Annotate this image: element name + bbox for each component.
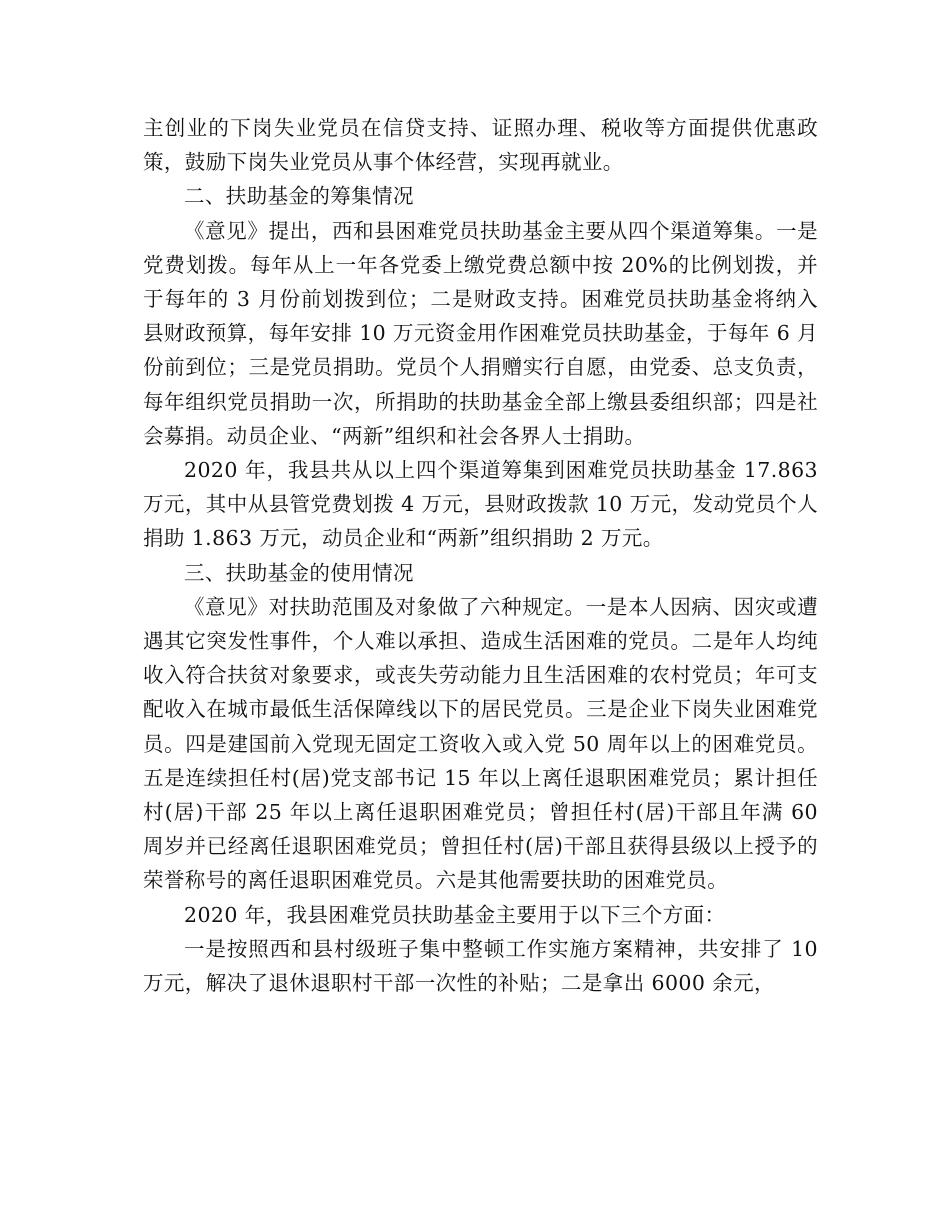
paragraph-assistance-scope: 《意见》对扶助范围及对象做了六种规定。一是本人因病、因灾或遭遇其它突发性事件，个人难以承担、造成生活困难的党员。二是年人均纯收入符合扶贫对象要求，或丧失劳动能力且生活困难的农村党员；年可支配收入在城市最低生活保障线以下的居民党员。三是企业下岗失业困难党员。四是建国前入党现无固定工资收入或入党 50 周年以上的困难党员。五是连续担任村(居)党支部书记 15 年以上离任退职困难党员；累计担任村(居)干部 25 年以上离任退职困难党员；曾担任村(居)干部且年满 60 周岁并已经离任退职困难党员；曾担任村(居)干部且获得县级以上授予的荣誉称号的离任退职困难党员。六是其他需要扶助的困难党员。 [143, 594, 818, 893]
paragraph-fund-channels: 《意见》提出，西和县困难党员扶助基金主要从四个渠道筹集。一是党费划拨。每年从上一年各党委上缴党费总额中按 20%的比例划拨，并于每年的 3 月份前划拨到位；二是财政支持。困难党员扶助基金将纳入县财政预算，每年安排 10 万元资金用作困难党员扶助基金，于每年 6 月份前到位；三是党员捐助。党员个人捐赠实行自愿，由党委、总支负责，每年组织党员捐助一次，所捐助的扶助基金全部上缴县委组织部；四是社会募捐。动员企业、“两新”组织和社会各界人士捐助。 [143, 218, 818, 448]
paragraph-usage-details: 一是按照西和县村级班子集中整顿工作实施方案精神，共安排了 10 万元，解决了退休退职村干部一次性的补贴；二是拿出 6000 余元， [143, 936, 818, 996]
section-heading-fund-raising: 二、扶助基金的筹集情况 [184, 184, 414, 209]
section-heading-fund-usage: 三、扶助基金的使用情况 [184, 560, 414, 585]
paragraph-continuation: 主创业的下岗失业党员在信贷支持、证照办理、税收等方面提供优惠政策，鼓励下岗失业党员从事个体经营，实现再就业。 [143, 116, 818, 175]
paragraph-fund-2020-total: 2020 年，我县共从以上四个渠道筹集到困难党员扶助基金 17.863 万元，其中从县管党费划拨 4 万元，县财政拨款 10 万元，发动党员个人捐助 1.863 万元，动员企业和“两新”组织捐助 2 万元。 [143, 458, 818, 551]
paragraph-usage-intro: 2020 年，我县困难党员扶助基金主要用于以下三个方面： [184, 902, 726, 927]
document-body [143, 111, 818, 1000]
